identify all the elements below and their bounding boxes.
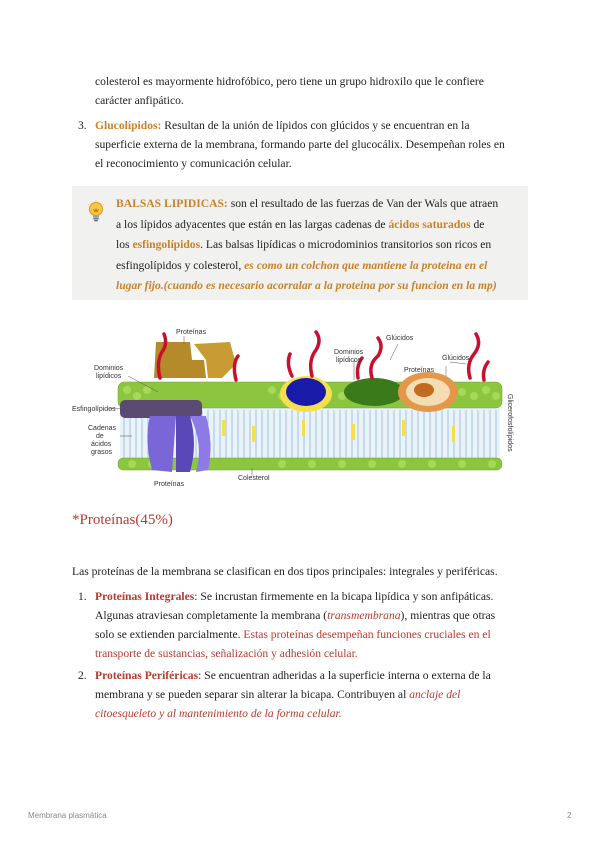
label-cadenas-2: de xyxy=(96,433,104,440)
perifericas-em-2: citoesqueleto y al mantenimiento de la forma celular. xyxy=(95,707,342,720)
integrales-line-3: solo se extienden parcialmente. xyxy=(95,628,244,641)
esfingolipidos-term: esfingolípidos xyxy=(132,238,201,251)
item-2-continuation xyxy=(95,72,535,110)
label-proteinas-right: Proteínas xyxy=(404,367,434,374)
label-glicerofosfolipidos: Glicerofosfolípidos xyxy=(506,394,513,452)
callout-line-3-end: . Las balsas lipídicas o microdominios transitorios son ricos en xyxy=(200,238,492,251)
integral-protein xyxy=(147,416,176,472)
item-3-line-2: superficie externa de la membrana, formando parte del glucocálix. Desempeñan roles en xyxy=(95,138,505,151)
perifericas-term: Proteínas Periféricas xyxy=(95,669,199,682)
item-3-number: 3. xyxy=(78,119,87,132)
label-cadenas-1: Cadenas xyxy=(88,425,117,432)
label-dominios-mid: Dominios xyxy=(334,349,364,356)
sphingolipid-raft xyxy=(120,400,202,418)
label-proteinas-top: Proteínas xyxy=(176,329,206,336)
integrales-line-1: : Se incrustan firmemente en la bicapa lipídica y son anfipáticas. xyxy=(194,590,494,603)
section-heading-proteinas: *Proteínas(45%) xyxy=(72,512,173,528)
label-proteinas-bottom: Proteínas xyxy=(154,481,184,488)
item-3-line-1: Resultan de la unión de lípidos con glúcidos y se encuentran en la xyxy=(161,119,470,132)
footer-title: Membrana plasmática xyxy=(28,811,107,820)
list-item-perifericas xyxy=(95,666,535,723)
perifericas-em-1: anclaje del xyxy=(409,688,461,701)
label-cadenas-3: ácidos xyxy=(91,441,112,448)
list-item-integrales xyxy=(95,587,535,663)
perifericas-line-1: : Se encuentran adheridas a la superficie interna o externa de la xyxy=(198,669,491,682)
glucolipidos-term: Glucolípidos: xyxy=(95,119,162,132)
callout-line-2-end: de xyxy=(470,217,485,231)
label-esfingolipidos: Esfingolípidos xyxy=(72,406,116,413)
footer-page-number: 2 xyxy=(567,811,572,820)
proteins-intro: Las proteínas de la membrana se clasifican en dos tipos principales: integrales y periféricas. xyxy=(72,565,498,578)
callout-line-3: los xyxy=(116,238,133,251)
list-item-2-number: 2. xyxy=(78,669,87,682)
callout-line-1: son el resultado de las fuerzas de Van der Wals que atraen xyxy=(227,197,499,210)
label-dominios-mid-2: lipídicos xyxy=(336,357,362,364)
integrales-line-2: Algunas atraviesan completamente la membrana ( xyxy=(95,609,328,622)
lipid-rafts-callout xyxy=(72,186,528,300)
label-glucidos-2: Glúcidos xyxy=(442,355,470,362)
callout-line-2: a los lípidos adyacentes que están en las largas cadenas de xyxy=(116,217,389,231)
callout-line-4: esfingolípidos y colesterol, xyxy=(116,258,245,272)
list-item-1-number: 1. xyxy=(78,590,87,603)
acidos-saturados-term: ácidos saturados xyxy=(388,217,471,231)
integrales-red-1: Estas proteínas desempeñan funciones cruciales en el xyxy=(243,628,491,641)
integrales-line-2-end: ), mientras que otras xyxy=(400,609,496,622)
label-dominios-left-2: lipídicos xyxy=(96,373,122,380)
callout-emphasis-2: lugar fijo.(cuando es necesario acorralar a la proteina por su funcion en la mp) xyxy=(116,279,497,292)
lipid-domain-right xyxy=(344,378,404,406)
perifericas-line-2: membrana y se pueden separar sin alterar la bicapa. Contribuyen al xyxy=(95,688,410,701)
membrane-diagram xyxy=(72,320,528,492)
integrales-red-2: transporte de sustancias, señalización y adhesión celular. xyxy=(95,647,358,660)
label-cadenas-4: grasos xyxy=(91,449,113,456)
integrales-term: Proteínas Integrales xyxy=(95,590,195,603)
lightbulb-icon xyxy=(86,200,106,224)
callout-emphasis-1: es como un colchon que mantiene la proteina en el xyxy=(244,258,488,272)
label-dominios-left: Dominios xyxy=(94,365,124,372)
item-2-line-1: colesterol es mayormente hidrofóbico, pero tiene un grupo hidroxilo que le confiere xyxy=(95,75,484,88)
label-glucidos-1: Glúcidos xyxy=(386,335,414,342)
transmembrana-term: transmembrana xyxy=(327,609,401,622)
callout-text xyxy=(116,194,514,297)
item-3-line-3: el reconocimiento y comunicación celular. xyxy=(95,157,292,170)
label-colesterol: Colesterol xyxy=(238,475,270,482)
item-3-glucolipidos xyxy=(95,116,535,173)
item-2-line-2: carácter anfipático. xyxy=(95,94,184,107)
balsas-lipidicas-term: BALSAS LIPIDICAS: xyxy=(116,197,228,210)
